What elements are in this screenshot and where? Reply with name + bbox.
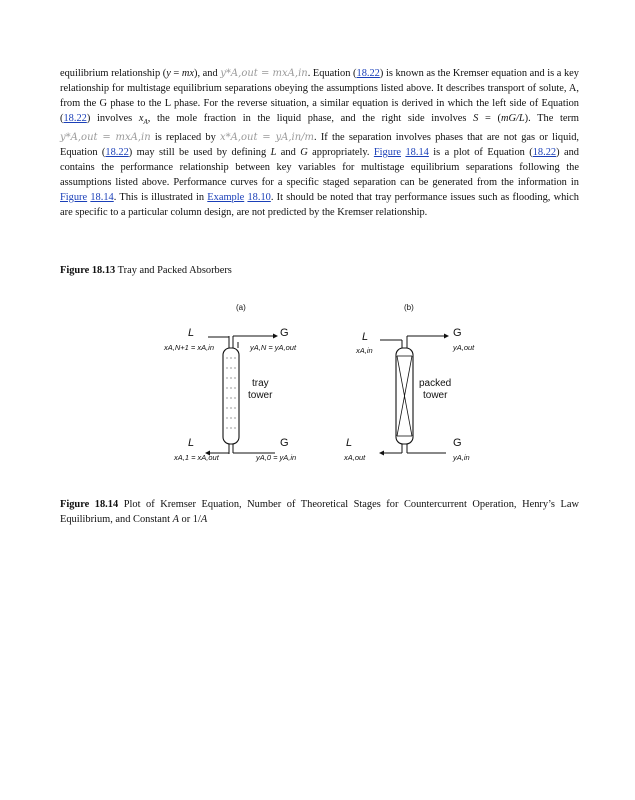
equation-y-star-a-out: y*A,out = mxA,in	[220, 68, 308, 79]
b-label-line-1: packed	[419, 378, 452, 389]
b-bottom-right-equation: yA,in	[453, 453, 470, 462]
b-top-left-stream: L	[362, 331, 369, 343]
b-label-line-2: tower	[423, 390, 448, 401]
figure-caption-18-13: Figure 18.13 Tray and Packed Absorbers	[60, 265, 232, 276]
a-bottom-left-equation: xA,1 = xA,out	[174, 453, 219, 462]
b-top-right-stream: G	[453, 327, 462, 339]
panel-b-label: (b)	[404, 303, 414, 312]
figure-link-word[interactable]: Figure	[60, 192, 88, 204]
a-top-left-stream: L	[188, 327, 195, 339]
equation-y-star-term: y*A,out = mxA,in	[60, 132, 151, 144]
equation-link-18-22[interactable]: 18.22	[532, 147, 557, 159]
b-top-left-equation: xA,in	[356, 346, 373, 355]
a-label-line-2: tower	[248, 390, 273, 401]
figure-link-18-14[interactable]: 18.14	[90, 192, 114, 204]
equation-x-star-a-out: x*A,out = yA,in/m	[220, 132, 315, 144]
b-bottom-left-stream: L	[346, 437, 353, 449]
a-top-right-stream: G	[280, 327, 289, 339]
figure-link-word[interactable]: Figure	[373, 147, 402, 159]
figure-caption-18-14: Figure 18.14 Plot of Kremser Equation, Number of Theoretical Stages for Countercurrent Operation, Henry’s Law Equilibrium, and Constant A or 1/A	[60, 499, 579, 525]
panel-a-label: (a)	[236, 303, 246, 312]
a-label-line-1: tray	[252, 378, 269, 389]
equation-link-18-22[interactable]: 18.22	[356, 68, 380, 79]
a-bottom-left-stream: L	[188, 437, 195, 449]
equation-link-18-22[interactable]: 18.22	[63, 113, 87, 124]
b-bottom-left-equation: xA,out	[344, 453, 366, 462]
example-link-18-10[interactable]: 18.10	[247, 192, 271, 204]
figure-link-18-14[interactable]: 18.14	[405, 147, 429, 159]
absorber-diagram	[150, 298, 480, 468]
a-bottom-right-equation: yA,0 = yA,in	[256, 453, 297, 462]
a-bottom-right-stream: G	[280, 437, 289, 449]
equation-link-18-22[interactable]: 18.22	[105, 147, 129, 159]
b-bottom-right-stream: G	[453, 437, 462, 449]
body-paragraph: equilibrium relationship (y = mx), and y*A,out = mxA,in. Equation (18.22) is known as the Kremser equation and is a key relationship for multistage equilibrium separations obeying the assumptions listed above. It describes transport of solute, A, from the G phase to the L phase. For the reverse situation, a similar equation is derived in which the left side of Equation (18.22) involves $x_A$, the mole fraction in the liquid phase, and the right side involves S = (mG/L). The term y*A,out = mxA,in is replaced by x*A,out = yA,in/m. If the separation involves phases that are not gas or liquid, Equation (18.22) may still be used by defining L and G appropriately. Figure 18.14 is a plot of Equation (18.22) and contains the performance relationship between key variables for multistage equilibrium separations following the assumptions listed above. Performance curves for a specific staged separation can be generated from the information in Figure 18.14. This is illustrated in Example 18.10. It should be noted that tray performance issues such as flooding, which are specific to a particular column design, are not predicted by the Kremser relationship.	[60, 68, 580, 219]
a-top-left-equation: xA,N+1 = xA,in	[164, 343, 215, 352]
b-top-right-equation: yA,out	[453, 343, 475, 352]
a-top-right-equation: yA,N = yA,out	[250, 343, 297, 352]
example-link-word[interactable]: Example	[207, 192, 245, 204]
